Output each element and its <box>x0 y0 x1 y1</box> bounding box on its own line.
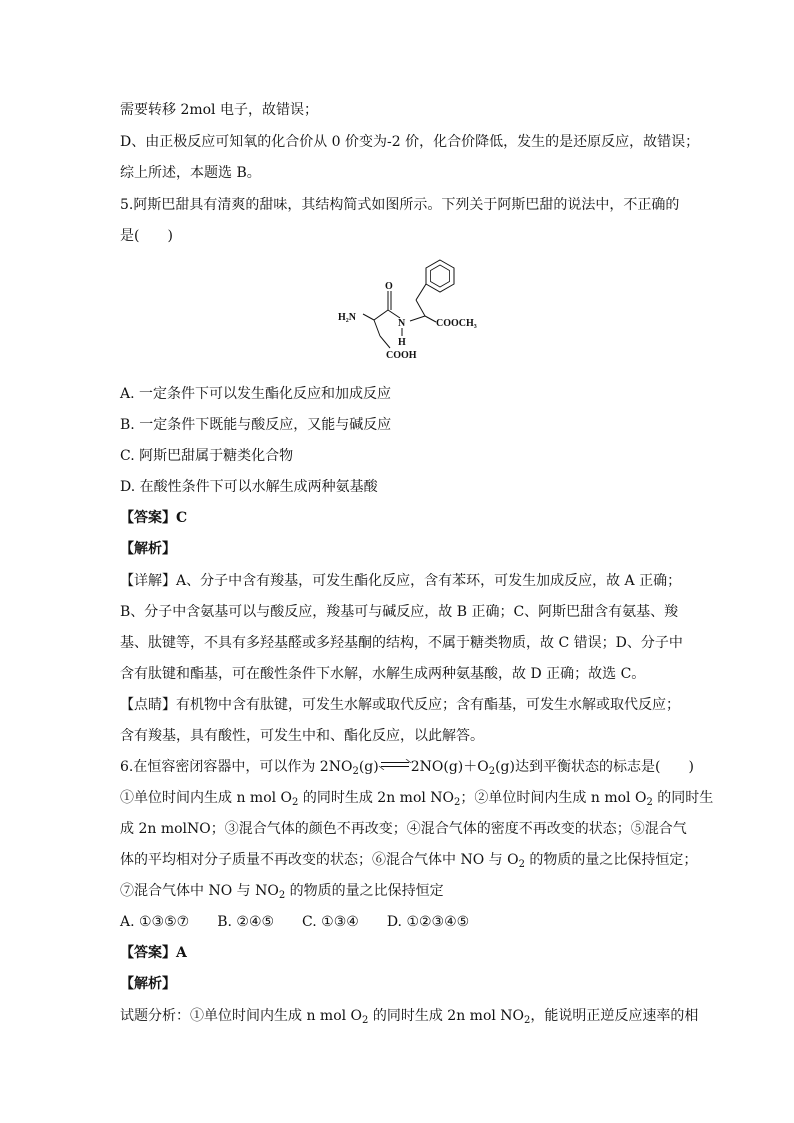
carbonyl-oxygen-label: O <box>385 281 393 292</box>
option-d: D. 在酸性条件下可以水解生成两种氨基酸 <box>120 479 378 495</box>
explanation-line: B、分子中含氨基可以与酸反应，羧基可与碱反应，故 B 正确；C、阿斯巴甜含有氨基、羧 <box>120 604 679 620</box>
ester-group-label: COOCH₃ <box>436 318 477 329</box>
answer-label: 【答案】C <box>120 510 188 526</box>
text-line: 需要转移 2mol 电子，故错误； <box>120 102 318 118</box>
question-5-stem-cont: 是( ) <box>120 228 173 244</box>
analysis-heading: 【解析】 <box>120 541 176 557</box>
question-6-condition: 成 2n molNO；③混合气体的颜色不再改变；④混合气体的密度不再改变的状态；⑤混合气 <box>120 821 687 837</box>
carboxyl-group-label: COOH <box>386 350 417 361</box>
question-6-condition: ⑦混合气体中 NO 与 $NO_2$ 的物质的量之比保持恒定 <box>120 883 444 901</box>
text-line: 综上所述，本题选 B。 <box>120 165 261 181</box>
amine-group-label: H₂N <box>338 312 356 323</box>
aspartame-structure-drawing <box>330 258 480 370</box>
amide-nitrogen-label: N <box>398 318 406 329</box>
answer-label: 【答案】A <box>120 945 187 961</box>
question-5-stem: 5.阿斯巴甜具有清爽的甜味，其结构简式如图所示。下列关于阿斯巴甜的说法中，不正确的 <box>120 197 680 213</box>
explanation-line: 基、肽键等，不具有多羟基醛或多羟基酮的结构，不属于糖类物质，故 C 错误；D、分子中 <box>120 635 683 651</box>
question-6-stem: 6.在恒容密闭容器中，可以作为 $2NO_2(g)$ $2NO(g)+O_2(g)$达到平衡状态的标志是( ) <box>120 759 694 777</box>
analysis-heading: 【解析】 <box>120 976 176 992</box>
analysis-line: 试题分析：①单位时间内生成 n mol $O_2$ 的同时生成 2n mol $NO_2$，能说明正逆反应速率的相 <box>120 1008 699 1026</box>
text-line: D、由正极反应可知氧的化合价从 0 价变为-2 价，化合价降低，发生的是还原反应，故错误； <box>120 134 700 150</box>
option-a: A. 一定条件下可以发生酯化反应和加成反应 <box>120 386 392 402</box>
key-point-line: 【点睛】有机物中含有肽键，可发生水解或取代反应；含有酯基，可发生水解或取代反应； <box>120 697 680 713</box>
explanation-line: 【详解】A、分子中含有羧基，可发生酯化反应，含有苯环，可发生加成反应，故 A 正确； <box>120 573 682 589</box>
amide-hydrogen-label: H <box>398 337 406 348</box>
explanation-line: 含有肽键和酯基，可在酸性条件下水解，水解生成两种氨基酸，故 D 正确；故选 C。 <box>120 666 646 682</box>
question-6-condition: 体的平均相对分子质量不再改变的状态；⑥混合气体中 NO 与 $O_2$ 的物质的量之比保持恒定； <box>120 852 698 870</box>
benzene-ring-inner <box>431 265 450 287</box>
key-point-line: 含有羧基，具有酸性，可发生中和、酯化反应，以此解答。 <box>120 728 484 744</box>
equilibrium-arrow-icon <box>381 760 409 770</box>
question-6-condition: ①单位时间内生成 n mol $O_2$ 的同时生成 2n mol $NO_2$；②单位时间内生成 n mol $O_2$ 的同时生 <box>120 790 714 808</box>
question-6-options: A. ①③⑤⑦ B. ②④⑤ C. ①③④ D. ①②③④⑤ <box>120 914 470 930</box>
option-c: C. 阿斯巴甜属于糖类化合物 <box>120 448 294 464</box>
option-b: B. 一定条件下既能与酸反应，又能与碱反应 <box>120 417 392 433</box>
aspartame-structure <box>330 258 480 370</box>
